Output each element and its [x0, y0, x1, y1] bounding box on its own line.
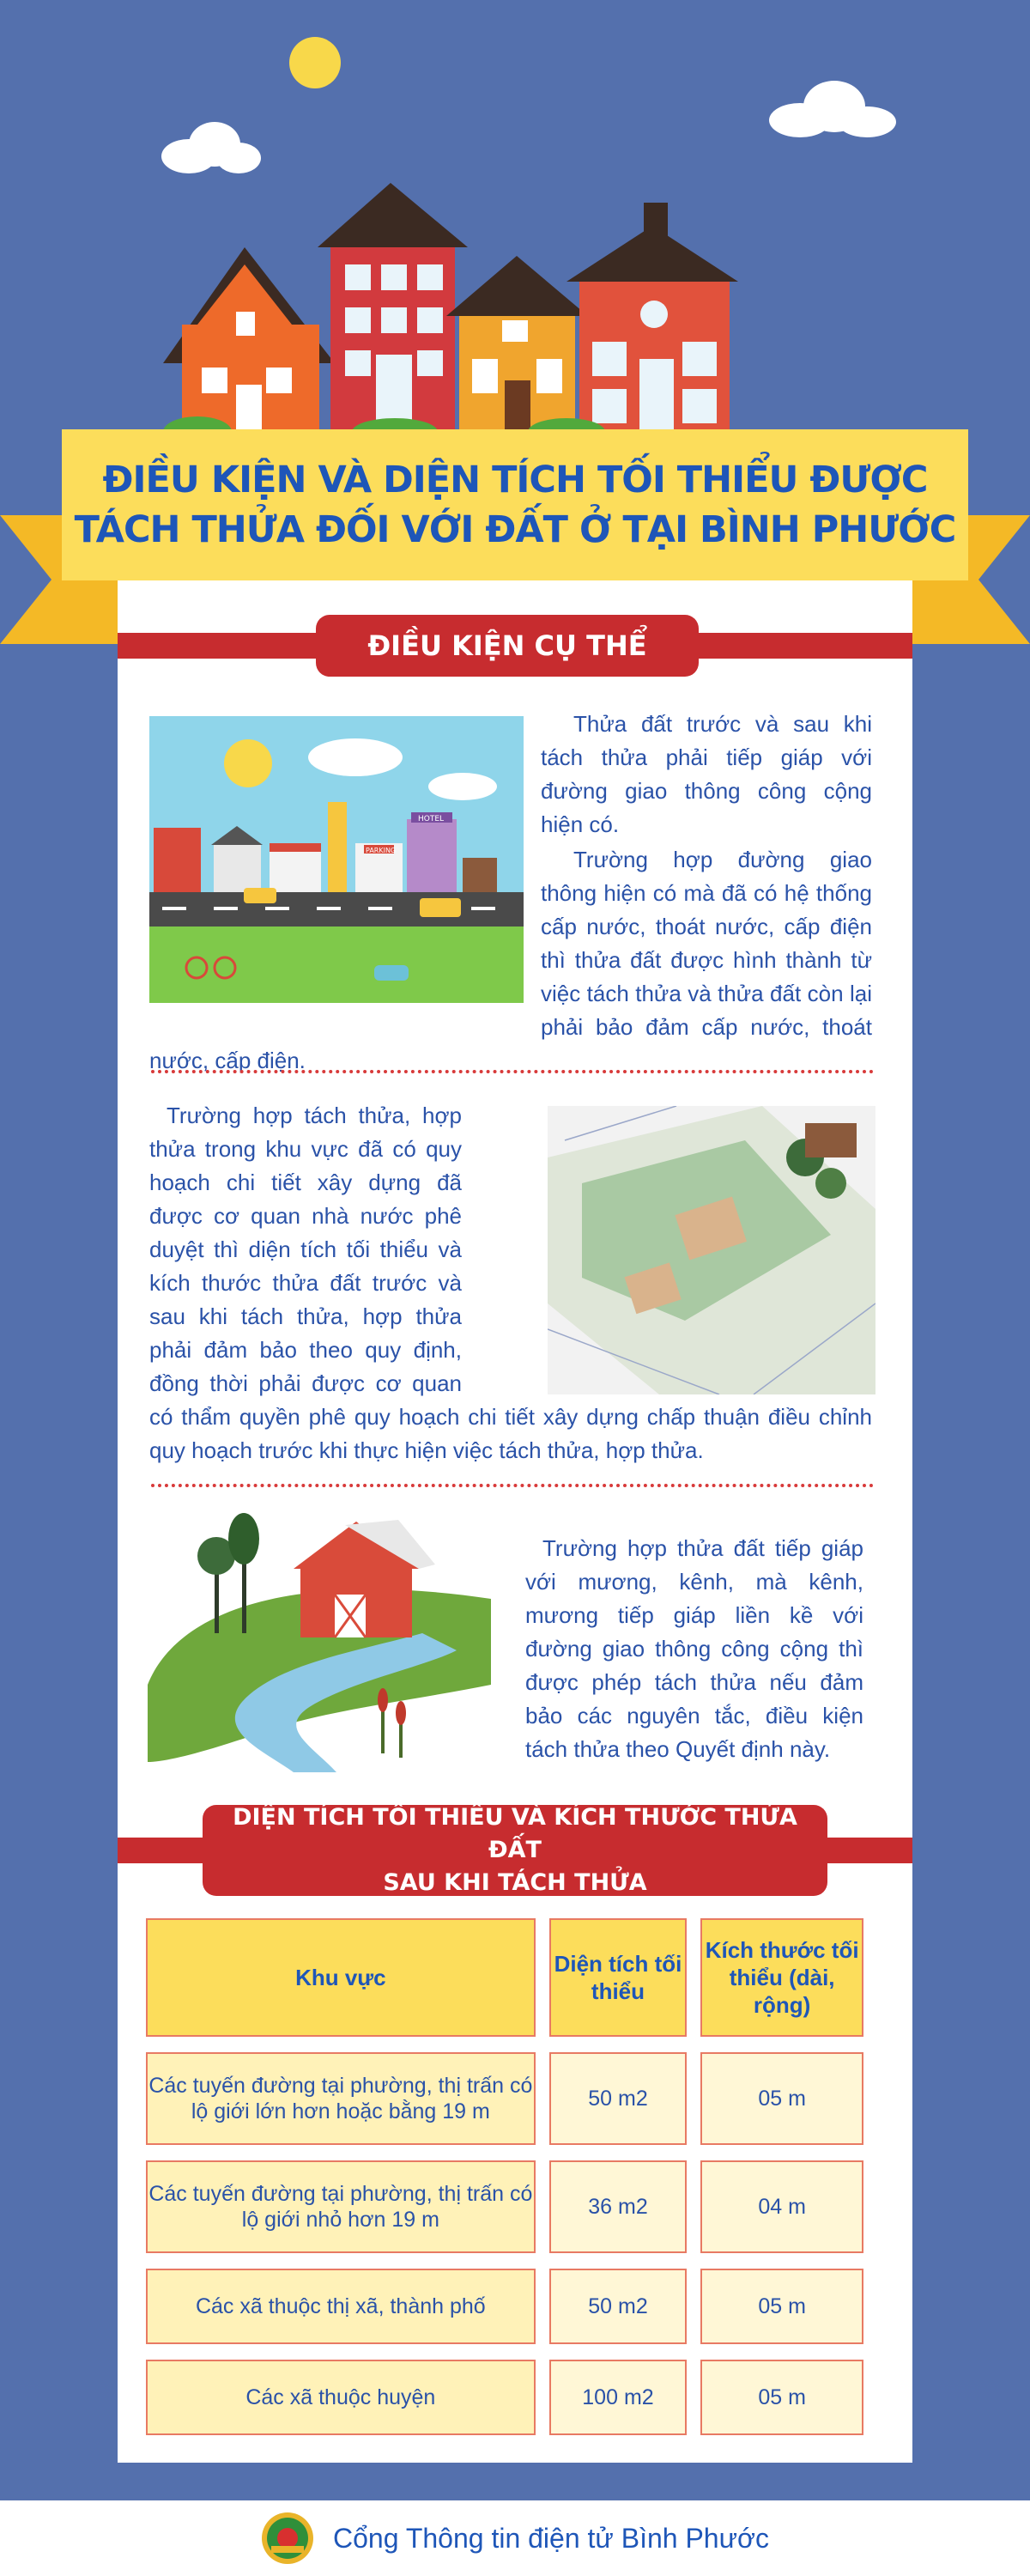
divider [151, 1484, 874, 1487]
float-spacer [462, 1099, 872, 1398]
hotel-sign: HOTEL [418, 815, 445, 823]
table-cell-min-size: 50 m2 [549, 2052, 688, 2145]
table-cell-min-size: 36 m2 [549, 2160, 688, 2253]
condition-para-3 [149, 1099, 872, 1467]
page-title-line2: TÁCH THỬA ĐỐI VỚI ĐẤT Ở TẠI BÌNH PHƯỚC [74, 508, 956, 551]
section-heading-area [203, 1805, 827, 1896]
condition-para-2-text: Trường hợp đường giao thông hiện có mà đã có hệ thống cấp nước, thoát nước, cấp điện thì thửa đất được hình thành từ việc tách thửa và thửa đất còn lại phải bảo đảm cấp nước, thoát nước, cấp điện. [149, 847, 872, 1073]
float-spacer [149, 843, 541, 1012]
barn-river-illustration [148, 1504, 491, 1772]
table-cell-area: Các tuyến đường tại phường, thị trấn có lộ giới lớn hơn hoặc bằng 19 m [146, 2052, 536, 2145]
houses-illustration [163, 179, 867, 436]
condition-para-3-text: Trường hợp tách thửa, hợp thửa trong khu vực đã có quy hoạch chi tiết xây dựng đã được cơ quan nhà nước phê duyệt thì diện tích tối thiểu và kích thước thửa đất trước và sau khi tách thửa, hợp thửa phải đảm bảo theo quy định, đồng thời phải được cơ quan có thẩm quyền phê quy hoạch chi tiết xây dựng chấp thuận điều chỉnh quy hoạch trước khi thực hiện việc tách thửa, hợp thửa. [149, 1103, 872, 1463]
table-cell-min-size: 50 m2 [549, 2269, 688, 2344]
cloud-icon [766, 79, 899, 139]
sun-icon [289, 37, 341, 88]
table-cell-area: Các tuyến đường tại phường, thị trấn có lộ giới nhỏ hơn 19 m [146, 2160, 536, 2253]
table-cell-area: Các xã thuộc huyện [146, 2360, 536, 2435]
col-header-min-size: Diện tích tối thiểu [549, 1918, 688, 2037]
section-heading-text: ĐIỀU KIỆN CỤ THỂ [367, 629, 647, 662]
section-heading-conditions [316, 615, 699, 677]
table-cell-area: Các xã thuộc thị xã, thành phố [146, 2269, 536, 2344]
col-header-min-dimension: Kích thước tối thiểu (dài, rộng) [700, 1918, 863, 2037]
divider [151, 1070, 874, 1073]
title-banner [62, 429, 968, 580]
section-heading-line1: DIỆN TÍCH TỐI THIỂU VÀ KÍCH THƯỚC THỬA ĐẤT [233, 1804, 797, 1863]
col-header-area: Khu vực [146, 1918, 536, 2037]
table-row [146, 2052, 863, 2145]
table-cell-min-dimension: 04 m [700, 2160, 863, 2253]
area-table [132, 1903, 877, 2451]
section-heading-line2: SAU KHI TÁCH THỬA [383, 1869, 647, 1896]
condition-para-4: Trường hợp thửa đất tiếp giáp với mương, kênh, mà kênh, mương tiếp giáp liền kề với đường giao thông công cộng thì được phép tách thửa nếu đảm bảo các nguyên tắc, điều kiện tách thửa theo Quyết định này. [525, 1535, 863, 1762]
province-emblem-icon [261, 2512, 314, 2565]
table-header-row [146, 1918, 863, 2037]
condition-para-2 [149, 843, 872, 1078]
parking-sign: PARKING [366, 847, 397, 854]
table-row [146, 2360, 863, 2435]
page-title-line1: ĐIỀU KIỆN VÀ DIỆN TÍCH TỐI THIỂU ĐƯỢC [102, 459, 928, 501]
table-row [146, 2160, 863, 2253]
footer [0, 2500, 1030, 2576]
table-cell-min-dimension: 05 m [700, 2052, 863, 2145]
table-cell-min-dimension: 05 m [700, 2269, 863, 2344]
table-cell-min-size: 100 m2 [549, 2360, 688, 2435]
table-cell-min-dimension: 05 m [700, 2360, 863, 2435]
condition-para-1: Thửa đất trước và sau khi tách thửa phải tiếp giáp với đường giao thông công cộng hiện có. [541, 711, 872, 837]
table-row [146, 2269, 863, 2344]
cloud-icon [154, 120, 262, 173]
footer-portal-name[interactable]: Cổng Thông tin điện tử Bình Phước [333, 2522, 769, 2554]
